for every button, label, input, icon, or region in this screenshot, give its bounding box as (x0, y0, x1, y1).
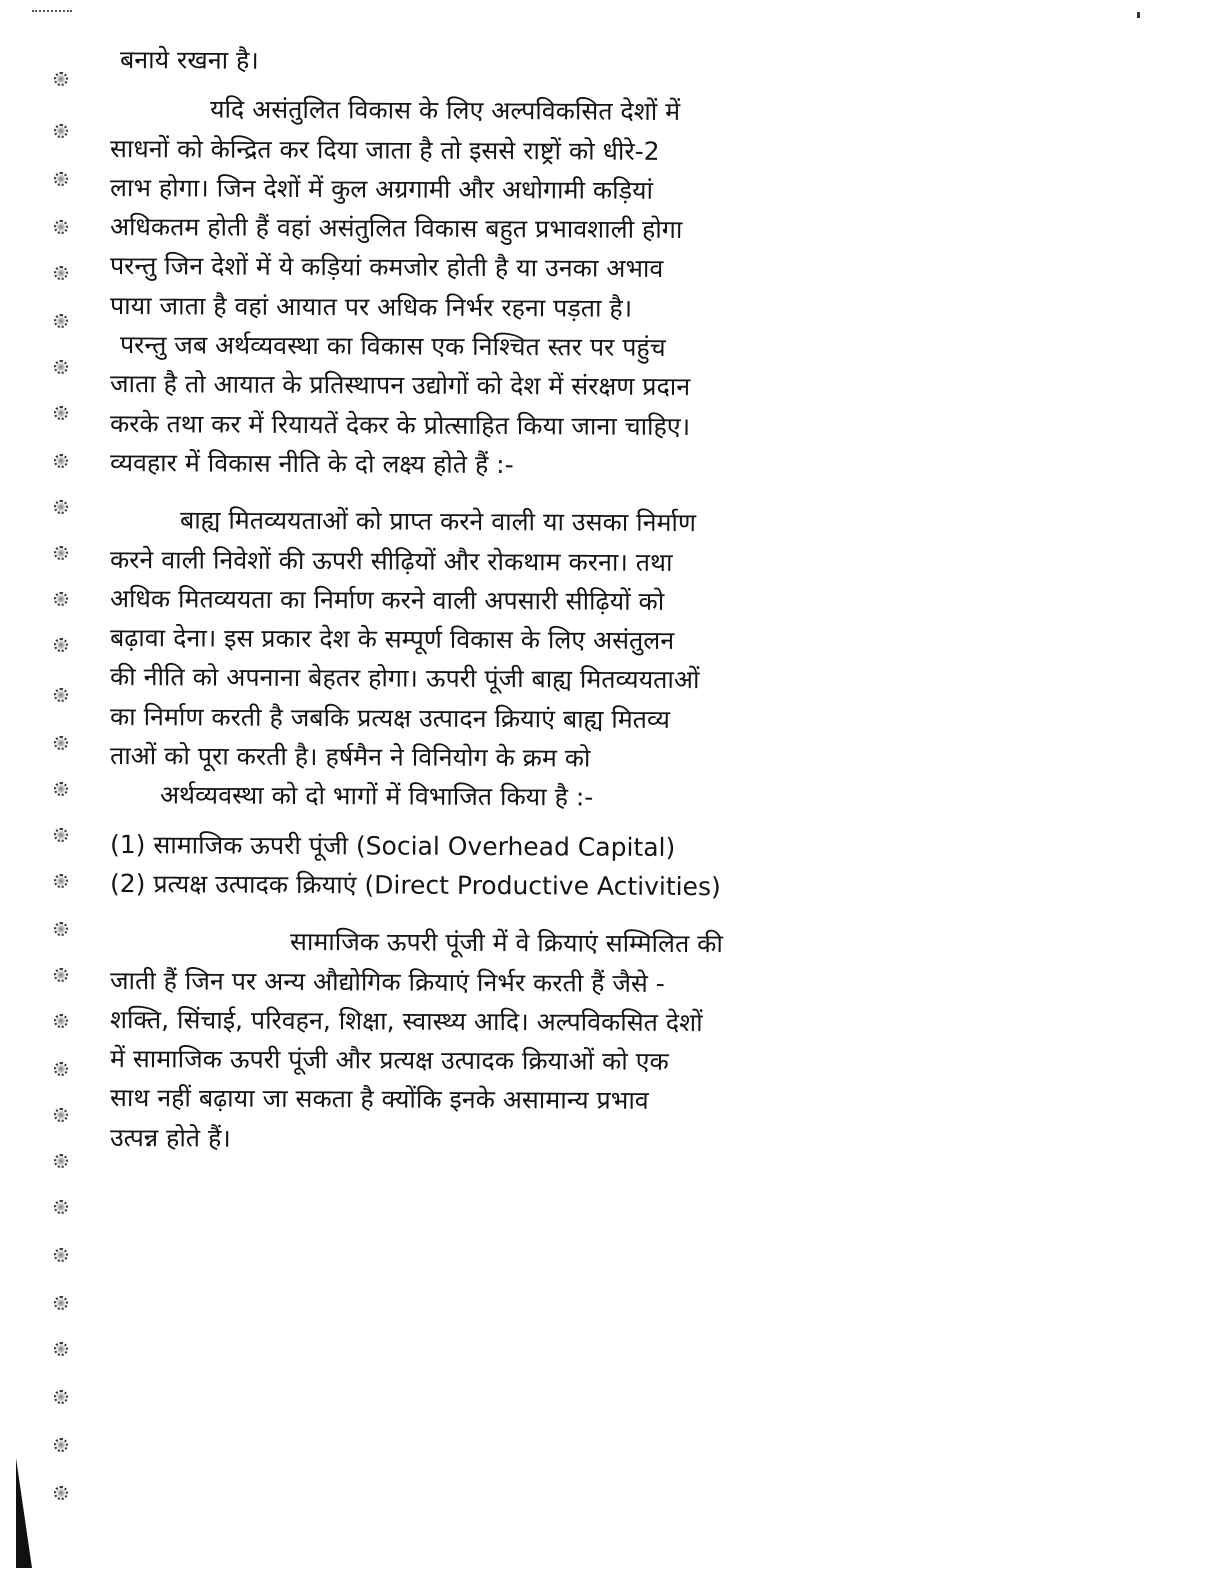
binder-hole-icon (54, 688, 68, 702)
text-line: जाती हैं जिन पर अन्य औद्योगिक क्रियाएं निर्भर करती हैं जैसे - (109, 965, 665, 998)
binder-hole-icon (54, 592, 68, 606)
binder-hole-icon (54, 782, 68, 796)
binder-hole-icon (54, 546, 68, 560)
text-line: सामाजिक ऊपरी पूंजी में वे क्रियाएं सम्मिलित की (289, 927, 723, 959)
scan-speck (1137, 12, 1140, 18)
text-line: (1) सामाजिक ऊपरी पूंजी (Social Overhead Capital) (109, 829, 676, 862)
binder-hole-icon (54, 1154, 68, 1168)
text-line: (2) प्रत्यक्ष उत्पादक क्रियाएं (Direct Productive Activities) (109, 868, 721, 902)
text-line: करने वाली निवेशों की ऊपरी सीढ़ियों और रोकथाम करना। तथा (109, 544, 673, 577)
text-line: बनाये रखना है। (119, 45, 259, 75)
binder-hole-icon (54, 828, 68, 842)
text-line: अर्थव्यवस्था को दो भागों में विभाजित किया है :- (159, 780, 594, 812)
text-line: लाभ होगा। जिन देशों में कुल अग्रगामी और अधोगामी कड़ियां (109, 172, 654, 205)
binder-hole-icon (54, 314, 68, 328)
binder-hole-icon (54, 1248, 68, 1262)
binder-hole-icon (54, 360, 68, 374)
binder-hole-icon (54, 1062, 68, 1076)
binder-hole-icon (54, 736, 68, 750)
binder-hole-icon (54, 1438, 68, 1452)
binder-hole-icon (54, 874, 68, 888)
text-line: साधनों को केन्द्रित कर दिया जाता है तो इससे राष्ट्रों को धीरे-2 (109, 133, 660, 166)
binder-hole-icon (54, 1014, 68, 1028)
text-line: परन्तु जिन देशों में ये कड़ियां कमजोर होती है या उनका अभाव (109, 251, 664, 284)
text-line: उत्पन्न होते हैं। (109, 1122, 231, 1153)
binder-hole-icon (54, 406, 68, 420)
text-line: में सामाजिक ऊपरी पूंजी और प्रत्यक्ष उत्पादक क्रियाओं को एक (109, 1044, 669, 1077)
handwritten-text (110, 40, 1150, 1157)
text-line: व्यवहार में विकास नीति के दो लक्ष्य होते हैं :- (109, 447, 514, 480)
binder-hole-icon (54, 454, 68, 468)
text-line: जाता है तो आयात के प्रतिस्थापन उद्योगों को देश में संरक्षण प्रदान (109, 369, 691, 402)
text-line: बढ़ावा देना। इस प्रकार देश के सम्पूर्ण विकास के लिए असंतुलन (109, 623, 675, 656)
text-line: परन्तु जब अर्थव्यवस्था का विकास एक निश्चित स्तर पर पहुंच (119, 330, 666, 362)
binder-hole-icon (54, 124, 68, 138)
binder-hole-icon (54, 220, 68, 234)
text-line: बाह्य मितव्ययताओं को प्राप्त करने वाली या उसका निर्माण (179, 505, 697, 538)
scan-corner-mark (32, 10, 72, 16)
text-line: पाया जाता है वहां आयात पर अधिक निर्भर रहना पड़ता है। (109, 290, 633, 323)
scan-edge-shadow (16, 1458, 32, 1568)
text-line: अधिक मितव्ययता का निर्माण करने वाली अपसारी सीढ़ियों को (109, 583, 665, 616)
text-line: अधिकतम होती हैं वहां असंतुलित विकास बहुत प्रभावशाली होगा (109, 212, 683, 245)
text-line: का निर्माण करती है जबकि प्रत्यक्ष उत्पादन क्रियाएं बाह्य मितव्य (109, 701, 671, 734)
text-line: यदि असंतुलित विकास के लिए अल्पविकसित देशों में (209, 94, 681, 127)
binder-hole-icon (54, 922, 68, 936)
text-line: की नीति को अपनाना बेहतर होगा। ऊपरी पूंजी बाह्य मितव्ययताओं (109, 662, 700, 695)
binder-hole-icon (54, 968, 68, 982)
binder-hole-icon (54, 1342, 68, 1356)
binder-hole-column (48, 60, 78, 1540)
text-line: साथ नहीं बढ़ाया जा सकता है क्योंकि इनके असामान्य प्रभाव (109, 1083, 649, 1116)
binder-hole-icon (54, 1200, 68, 1214)
binder-hole-icon (54, 1108, 68, 1122)
binder-hole-icon (54, 1390, 68, 1404)
binder-hole-icon (54, 172, 68, 186)
binder-hole-icon (54, 638, 68, 652)
binder-hole-icon (54, 1486, 68, 1500)
binder-hole-icon (54, 72, 68, 86)
binder-hole-icon (54, 500, 68, 514)
text-line: शक्ति, सिंचाई, परिवहन, शिक्षा, स्वास्थ्य आदि। अल्पविकसित देशों (109, 1004, 703, 1037)
text-line: ताओं को पूरा करती है। हर्षमैन ने विनियोग के क्रम को (109, 741, 591, 773)
text-line: करके तथा कर में रियायतें देकर के प्रोत्साहित किया जाना चाहिए। (109, 408, 691, 441)
binder-hole-icon (54, 266, 68, 280)
binder-hole-icon (54, 1296, 68, 1310)
